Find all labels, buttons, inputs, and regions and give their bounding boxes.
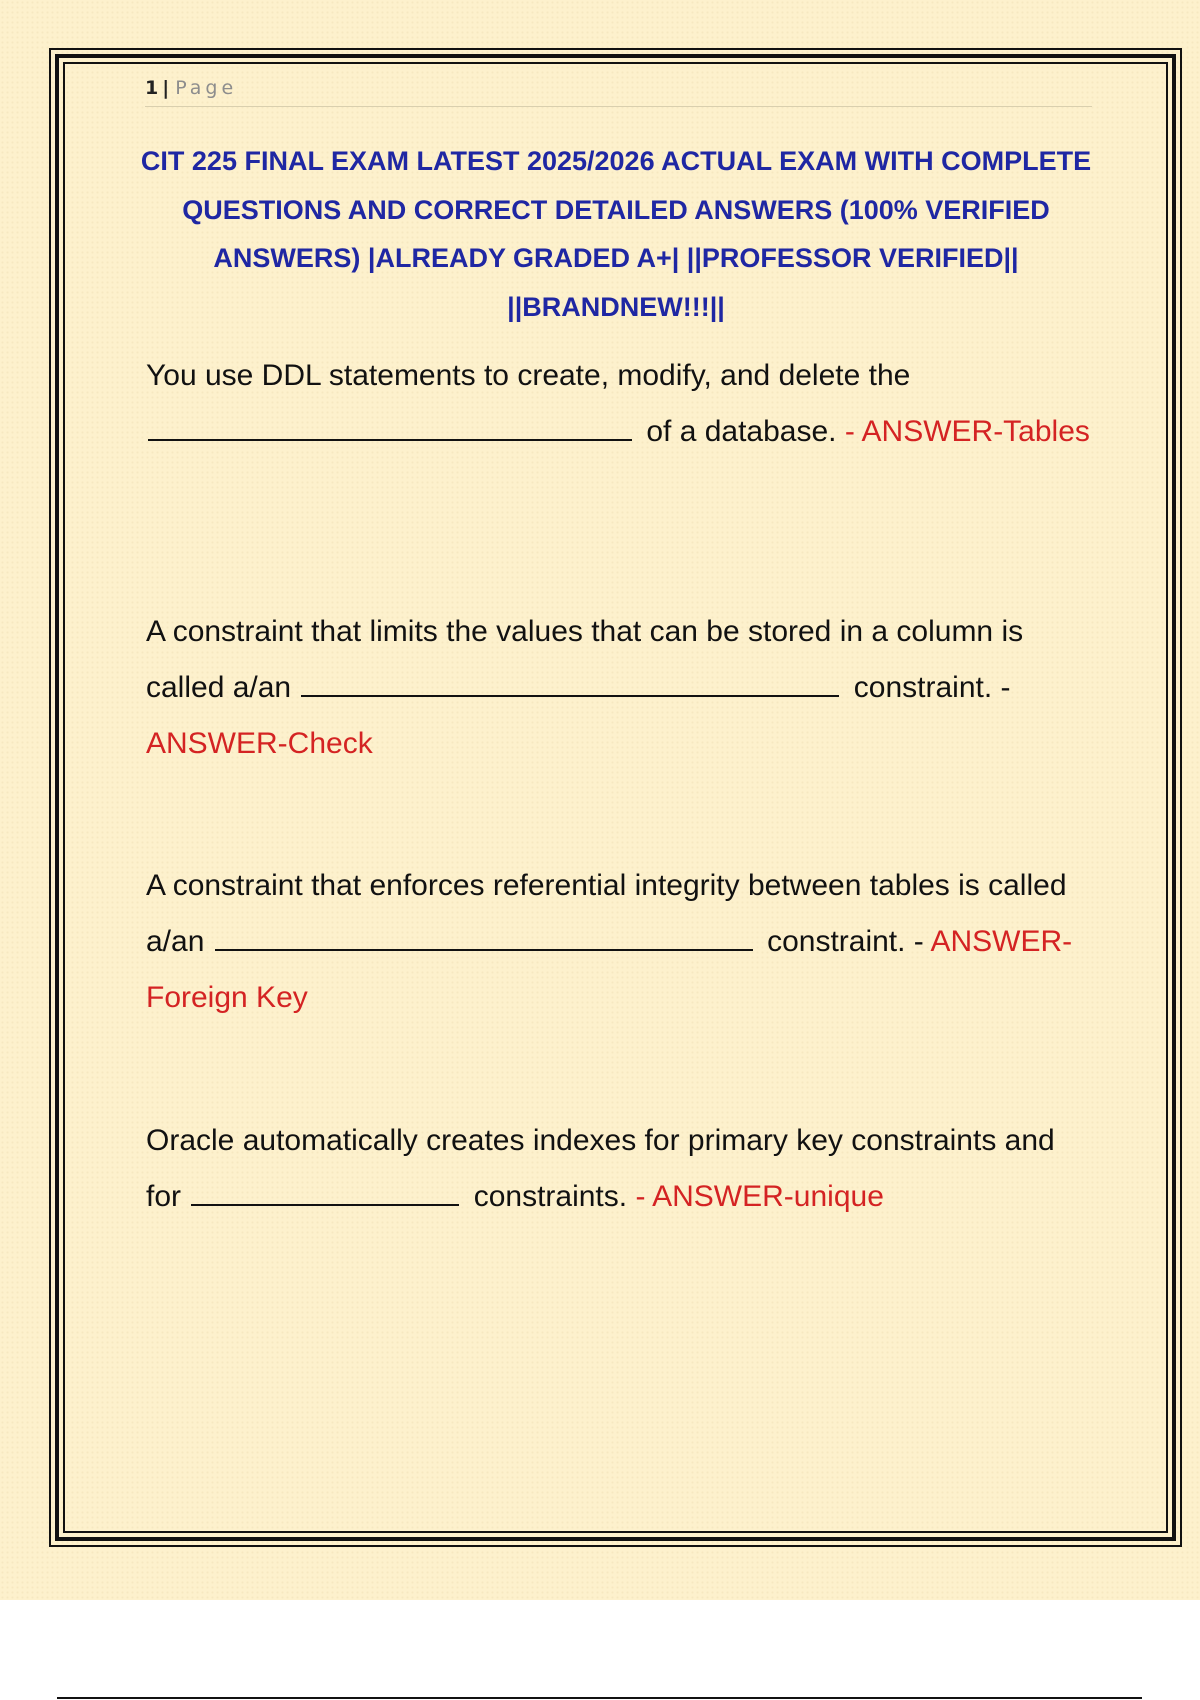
question-2: [146, 604, 1096, 772]
page-label: Page: [175, 77, 238, 99]
question-3-text: A constraint that enforces referential integrity between tables is called a/an: [146, 869, 1067, 958]
question-1-answer: - ANSWER-Tables: [844, 415, 1090, 448]
question-2-text: A constraint that limits the values that can be stored in a column is called a/an: [146, 615, 1024, 704]
question-2-blank: [301, 664, 839, 697]
question-4-answer: - ANSWER-unique: [635, 1180, 884, 1213]
document-title: CIT 225 FINAL EXAM LATEST 2025/2026 ACTUAL EXAM WITH COMPLETE QUESTIONS AND CORRECT DETAILED ANSWERS (100% VERIFIED ANSWERS) |ALREADY GRADED A+| ||PROFESSOR VERIFIED|| ||BRANDNEW!!!||: [140, 146, 1092, 322]
page-header: [145, 76, 1092, 107]
question-3-blank: [215, 918, 753, 951]
question-1-text-after: of a database.: [646, 415, 837, 448]
question-4-blank: [191, 1173, 459, 1206]
question-4-text: Oracle automatically creates indexes for primary key constraints and for: [146, 1124, 1055, 1213]
page-number: 1: [145, 77, 159, 99]
question-1-text: You use DDL statements to create, modify, and delete the: [146, 359, 911, 392]
page-number-separator: |: [162, 77, 170, 99]
question-3-text-after: constraint. -: [767, 925, 924, 958]
next-page-top-rule: [57, 1697, 1142, 1699]
question-2-answer: ANSWER-Check: [146, 727, 373, 760]
question-3: [146, 858, 1096, 1026]
question-1-blank: [148, 408, 632, 441]
question-3-answer: ANSWER-Foreign Key: [146, 925, 1073, 1014]
question-1: [146, 348, 1096, 460]
question-4: [146, 1113, 1096, 1225]
question-2-text-after: constraint. -: [853, 671, 1011, 704]
question-4-text-after: constraints.: [473, 1180, 628, 1213]
